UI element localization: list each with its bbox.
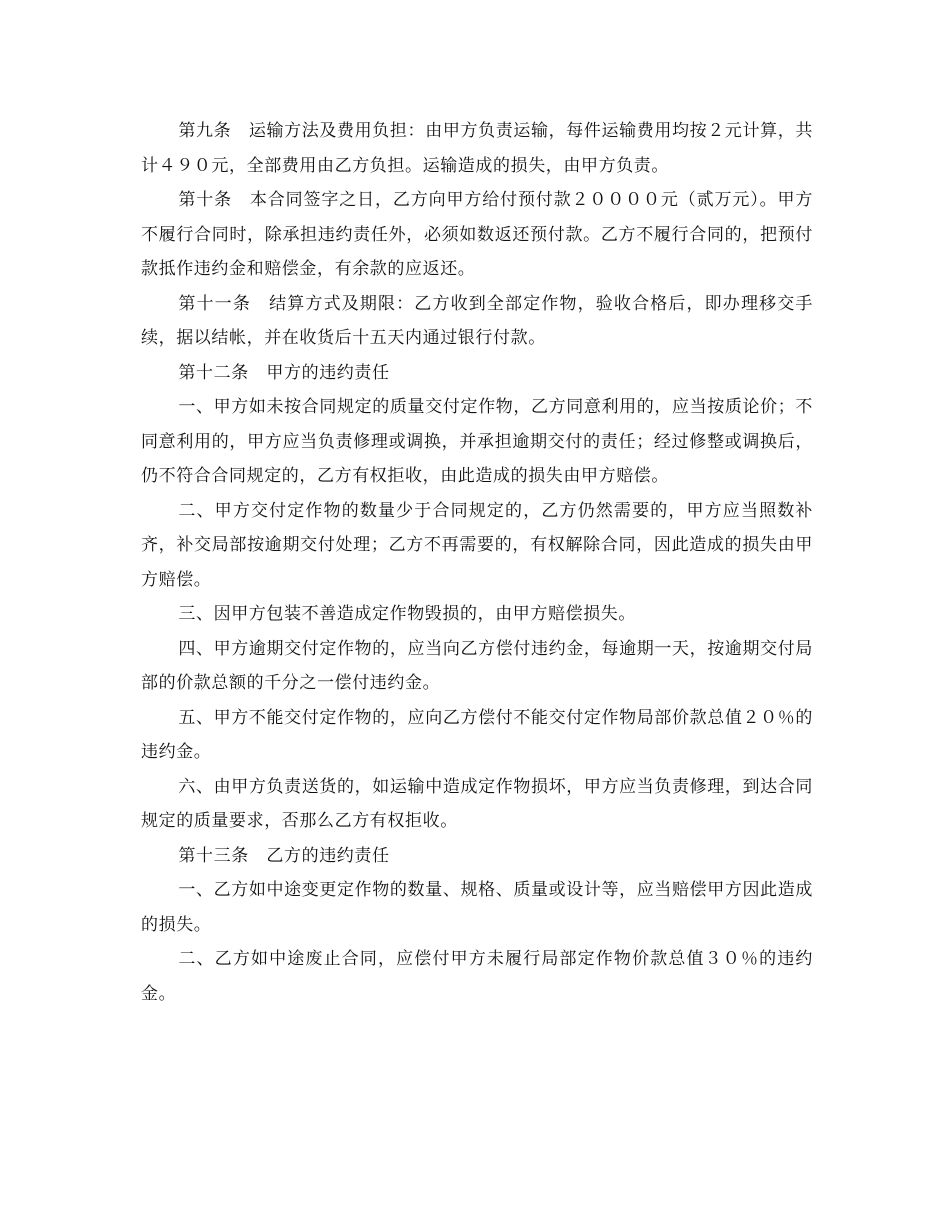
article-13-clause-2: 二、乙方如中途废止合同，应偿付甲方未履行局部定作物价款总值３０％的违约金。 <box>141 949 813 1004</box>
article-12-clause-5: 五、甲方不能交付定作物的，应向乙方偿付不能交付定作物局部价款总值２０％的违约金。 <box>141 707 813 762</box>
article-13-clause-1: 一、乙方如中途变更定作物的数量、规格、质量或设计等，应当赔偿甲方因此造成的损失。 <box>141 880 813 935</box>
article-9-transport: 第九条 运输方法及费用负担：由甲方负责运输，每件运输费用均按２元计算，共计４９０元，全部费用由乙方负担。运输造成的损失，由甲方负责。 <box>141 121 813 176</box>
article-13-heading: 第十三条 乙方的违约责任 <box>178 845 390 866</box>
article-12-heading: 第十二条 甲方的违约责任 <box>178 362 390 383</box>
article-12-clause-1: 一、甲方如未按合同规定的质量交付定作物，乙方同意利用的，应当按质论价；不同意利用的，甲方应当负责修理或调换，并承担逾期交付的责任；经过修整或调换后，仍不符合合同规定的，乙方有权拒收，由此造成的损失由甲方赔偿。 <box>141 397 813 486</box>
article-12-clause-6: 六、由甲方负责送货的，如运输中造成定作物损坏，甲方应当负责修理，到达合同规定的质量要求，否那么乙方有权拒收。 <box>141 776 813 831</box>
article-12-clause-2: 二、甲方交付定作物的数量少于合同规定的，乙方仍然需要的，甲方应当照数补齐，补交局部按逾期交付处理；乙方不再需要的，有权解除合同，因此造成的损失由甲方赔偿。 <box>141 500 813 590</box>
article-12-clause-3: 三、因甲方包装不善造成定作物毁损的，由甲方赔偿损失。 <box>178 604 636 624</box>
article-10-prepayment: 第十条 本合同签字之日，乙方向甲方给付预付款２００００元（贰万元）。甲方不履行合同时，除承担违约责任外，必须如数返还预付款。乙方不履行合同的，把预付款抵作违约金和赔偿金，有余款的应返还。 <box>141 190 813 279</box>
article-11-settlement: 第十一条 结算方式及期限：乙方收到全部定作物，验收合格后，即办理移交手续，据以结帐，并在收货后十五天内通过银行付款。 <box>141 293 813 348</box>
article-12-clause-4: 四、甲方逾期交付定作物的，应当向乙方偿付违约金，每逾期一天，按逾期交付局部的价款总额的千分之一偿付违约金。 <box>141 638 813 693</box>
document-body <box>141 114 813 1011</box>
